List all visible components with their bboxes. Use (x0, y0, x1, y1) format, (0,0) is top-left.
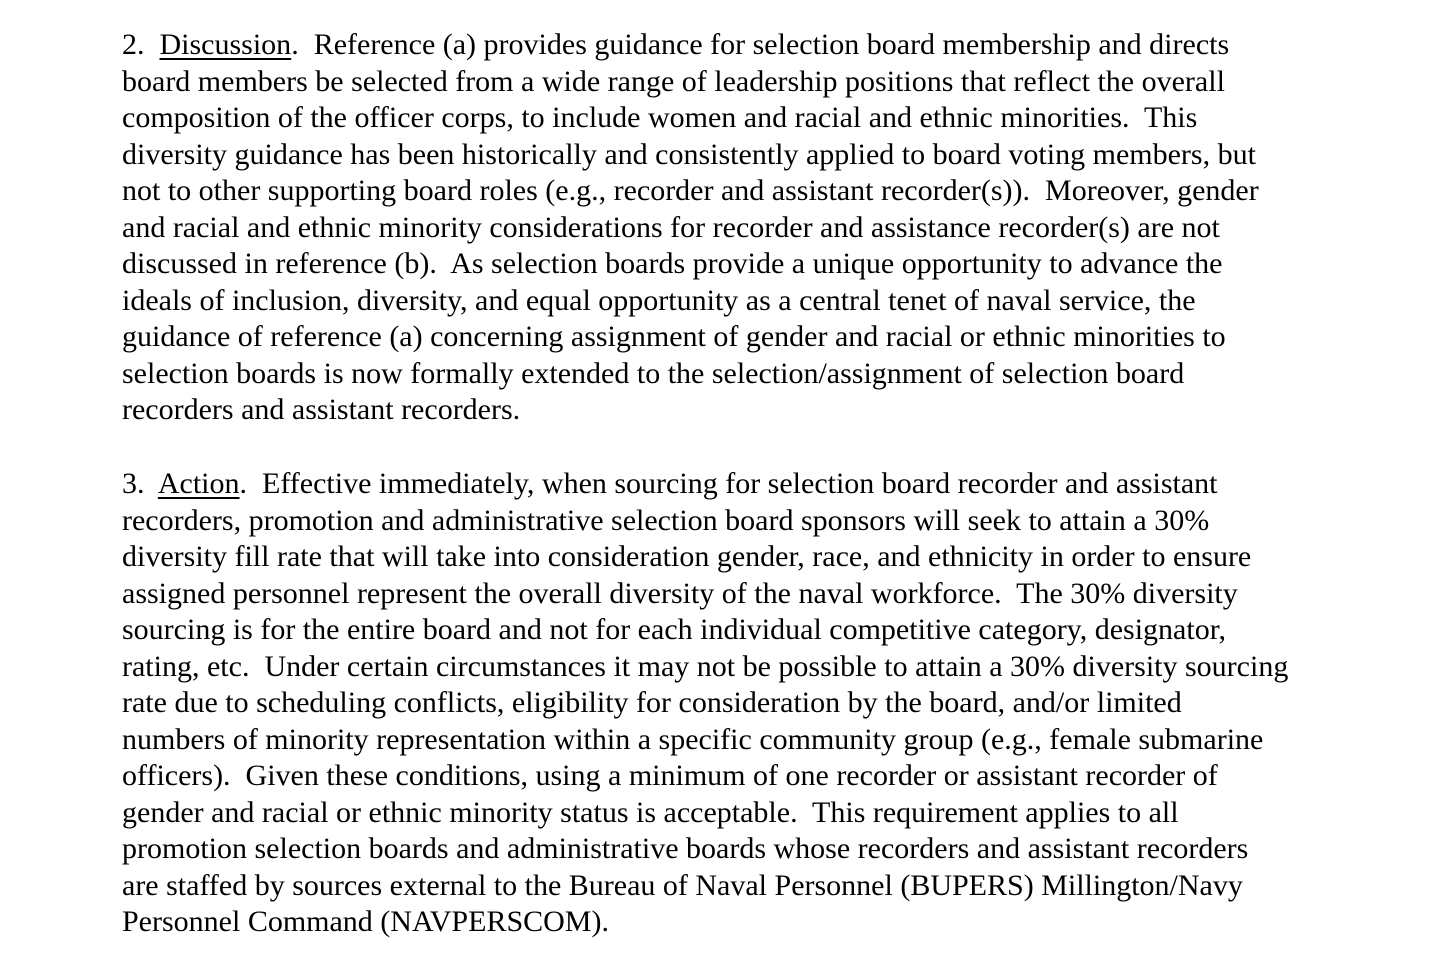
paragraph-heading: Action (157, 467, 240, 500)
paragraph-text: Effective immediately, when sourcing for selection board recorder and assistant (247, 467, 1218, 500)
paragraph-line: not to other supporting board roles (e.g., recorder and assistant recorder(s)). Moreover, gender (122, 174, 1259, 207)
heading-period: . (239, 467, 248, 500)
paragraph-line: rating, etc. Under certain circumstances it may not be possible to attain a 30% diversity sourcing (122, 649, 1289, 683)
paragraph-text: Reference (a) provides guidance for selection board membership and directs (298, 28, 1230, 61)
paragraph-number: 3. (122, 467, 158, 500)
paragraph-line: officers). Given these conditions, using a minimum of one recorder or assistant recorder of (122, 759, 1218, 792)
paragraph-discussion (122, 27, 1382, 429)
heading-period: . (291, 28, 299, 61)
paragraph-line: numbers of minority representation within a specific community group (e.g., female submarine (122, 722, 1264, 756)
paragraph-line: guidance of reference (a) concerning assignment of gender and racial or ethnic minorities to (122, 320, 1226, 353)
paragraph-line: diversity guidance has been historically and consistently applied to board voting members, but (122, 137, 1256, 171)
paragraph-line: sourcing is for the entire board and not for each individual competitive category, designator, (122, 613, 1226, 646)
paragraph-line: rate due to scheduling conflicts, eligibility for consideration by the board, and/or limited (122, 686, 1182, 719)
paragraph-line: ideals of inclusion, diversity, and equal opportunity as a central tenet of naval service, the (122, 283, 1196, 317)
paragraph-line: recorders and assistant recorders. (122, 393, 521, 426)
paragraph-action (122, 466, 1382, 941)
paragraph-line: diversity fill rate that will take into consideration gender, race, and ethnicity in order to ensure (122, 540, 1252, 573)
paragraph-line (122, 27, 1382, 64)
paragraph-number: 2. (122, 28, 160, 61)
paragraph-line (122, 466, 1382, 503)
paragraph-line: gender and racial or ethnic minority status is acceptable. This requirement applies to all (122, 795, 1179, 829)
paragraph-line: selection boards is now formally extended to the selection/assignment of selection board (122, 356, 1185, 390)
paragraph-line: recorders, promotion and administrative selection board sponsors will seek to attain a 30% (122, 503, 1210, 537)
paragraph-line: Personnel Command (NAVPERSCOM). (122, 905, 609, 938)
paragraph-line: promotion selection boards and administrative boards whose recorders and assistant recorders (122, 832, 1249, 865)
paragraph-line: discussed in reference (b). As selection boards provide a unique opportunity to advance the (122, 247, 1223, 280)
paragraph-line: are staffed by sources external to the Bureau of Naval Personnel (BUPERS) Millington/Navy (122, 868, 1243, 902)
paragraph-line: assigned personnel represent the overall diversity of the naval workforce. The 30% diversity (122, 576, 1238, 610)
paragraph-line: and racial and ethnic minority considerations for recorder and assistance recorder(s) are not (122, 210, 1220, 244)
paragraph-line: composition of the officer corps, to include women and racial and ethnic minorities. This (122, 101, 1198, 134)
paragraph-line: board members be selected from a wide range of leadership positions that reflect the overall (122, 64, 1225, 98)
paragraph-heading: Discussion (159, 28, 292, 61)
